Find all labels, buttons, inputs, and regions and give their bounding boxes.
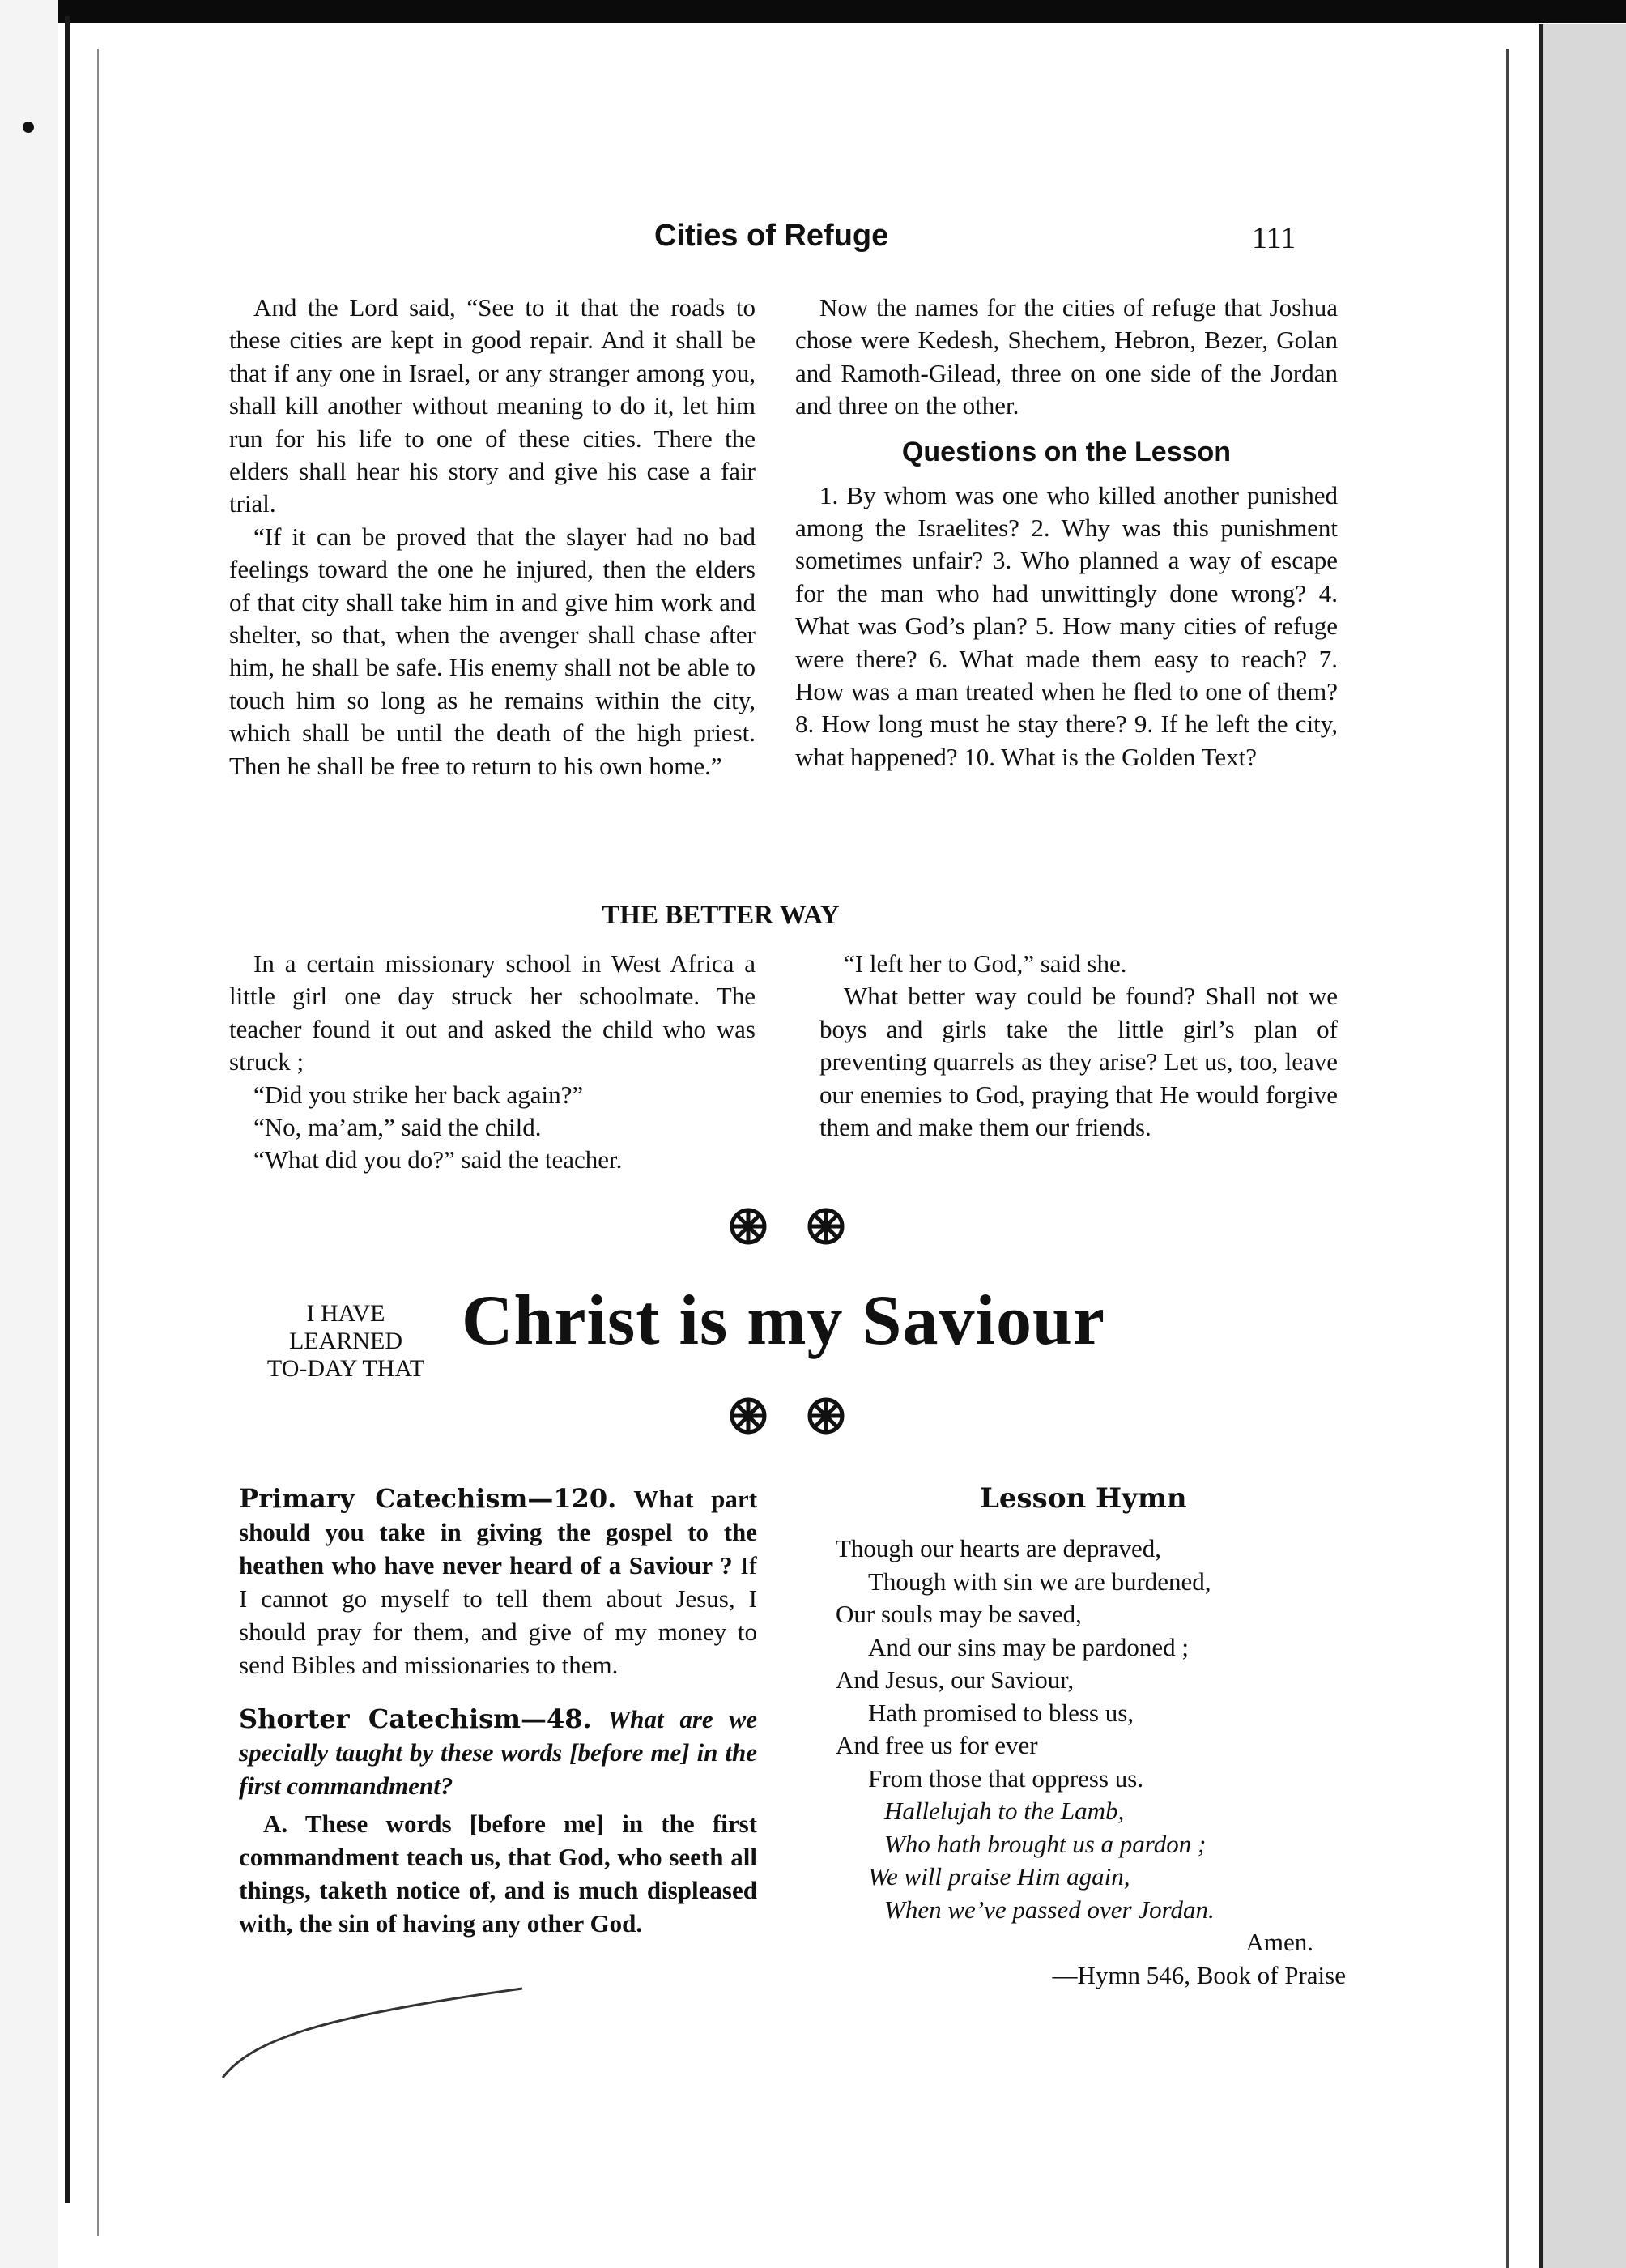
better-way-left-column: [229, 948, 756, 1177]
better-way-paragraph: What better way could be found? Shall not we boys and girls take the little girl’s plan of preventing quarrels as they arise? Let us, too, leave our enemies to God, praying that He would forgive them and make them our friends.: [819, 982, 1338, 1142]
learned-line-1: I HAVE LEARNED: [289, 1300, 402, 1354]
binding-rule-thin: [97, 49, 99, 2236]
better-way-right-column: [819, 948, 1338, 1144]
scan-top-border: [0, 0, 1626, 23]
story-right-column: [795, 292, 1338, 774]
learned-label: [253, 1300, 439, 1383]
better-way-paragraph: “I left her to God,” said she.: [844, 949, 1127, 978]
hymn-line: And our sins may be pardoned ;: [868, 1632, 1190, 1661]
binding-rule: [65, 16, 70, 2203]
hymn-line: Our souls may be saved,: [836, 1600, 1082, 1628]
shorter-catechism-answer: A. These words [before me] in the first commandment teach us, that God, who seeth all things, taketh notice of, and is much displeased with, the sin of having any other God.: [239, 1810, 757, 1938]
asterism-ornament-icon: [807, 1396, 845, 1435]
hymn-refrain-line: Hallelujah to the Lamb,: [884, 1797, 1125, 1825]
shorter-catechism-question: What are we specially taught by these words [before me] in the first commandment?: [239, 1705, 757, 1800]
hymn-source: —Hymn 546, Book of Praise: [1052, 1960, 1346, 1989]
hymn-line: And Jesus, our Saviour,: [836, 1665, 1075, 1694]
hymn-line: Though our hearts are depraved,: [836, 1534, 1161, 1562]
better-way-heading: THE BETTER WAY: [602, 901, 840, 930]
cities-paragraph: Now the names for the cities of refuge that Joshua chose were Kedesh, Shechem, Hebron, Bezer, Golan and Ramoth-Gilead, three on one side of the Jordan and three on the other.: [795, 293, 1338, 420]
story-left-column: [229, 292, 756, 782]
primary-catechism-answer: If I cannot go myself to tell them about Jesus, I should pray for them, and give of my money to send Bibles and missionaries to them.: [239, 1551, 757, 1679]
catechism-column: [239, 1482, 757, 1940]
hymn-title: Lesson Hymn: [980, 1482, 1187, 1515]
asterism-ornament-icon: [807, 1207, 845, 1246]
primary-catechism-title: Primary Catechism—120.: [239, 1483, 617, 1514]
better-way-paragraph: “No, ma’am,” said the child.: [253, 1113, 542, 1142]
hymn-refrain-line: Who hath brought us a pardon ;: [884, 1829, 1207, 1858]
learned-headline: Christ is my Saviour: [462, 1281, 1105, 1360]
questions-text: 1. By whom was one who killed another punished among the Israelites? 2. Why was this punishment sometimes unfair? 3. Who planned a way of escape for the man who had unwittingly done wrong? 4. What was God’s plan? 5. How many cities of refuge were there? 6. What made them easy to reach? 7. How was a man treated when he fled to one of them? 8. How long must he stay there? 9. If he left the city, what happened? 10. What is the Golden Text?: [795, 480, 1338, 771]
hymn-text: [836, 1533, 1346, 1992]
better-way-paragraph: “Did you strike her back again?”: [253, 1080, 584, 1109]
hymn-refrain-line: When we’ve passed over Jordan.: [884, 1895, 1215, 1924]
scan-left-margin: [0, 0, 58, 2268]
binding-dot: [23, 122, 34, 133]
questions-heading: Questions on the Lesson: [901, 436, 1232, 467]
running-head: [113, 219, 1328, 267]
running-head-title: Cities of Refuge: [654, 219, 889, 253]
better-way-paragraph: “What did you do?” said the teacher.: [253, 1145, 623, 1174]
better-way-paragraph: In a certain missionary school in West Africa a little girl one day struck her schoolmate. The teacher found it out and asked the child who was struck ;: [229, 949, 756, 1076]
asterism-ornament-icon: [729, 1396, 768, 1435]
hymn-refrain-line: We will praise Him again,: [868, 1862, 1130, 1891]
hymn-line: From those that oppress us.: [868, 1763, 1144, 1793]
next-page-edge: [1539, 24, 1626, 2268]
primary-catechism: [239, 1482, 757, 1682]
shorter-catechism: [239, 1703, 757, 1802]
page-edge-line: [1506, 49, 1509, 2268]
hymn-amen: Amen.: [1245, 1928, 1313, 1956]
hymn-line: Hath promised to bless us,: [868, 1698, 1134, 1727]
shorter-catechism-title: Shorter Catechism—48.: [239, 1703, 592, 1734]
asterism-ornament-icon: [729, 1207, 768, 1246]
learned-line-2: TO-DAY THAT: [266, 1355, 425, 1382]
story-paragraph: “If it can be proved that the slayer had no bad feelings toward the one he injured, then the elders of that city shall take him in and give him work and shelter, so that, when the avenger shall chase after him, he shall be safe. His enemy shall not be able to touch him so long as he remains within the city, which shall be until the death of the high priest. Then he shall be free to return to his own home.”: [229, 522, 756, 780]
hymn-line: And free us for ever: [836, 1731, 1038, 1759]
primary-catechism-question: What part should you take in giving the gospel to the heathen who have never heard of a Saviour ?: [239, 1485, 758, 1580]
page: [113, 49, 1506, 2236]
story-paragraph: And the Lord said, “See to it that the roads to these cities are kept in good repair. And it shall be that if any one in Israel, or any stranger among you, shall kill another without meaning to do it, let him run for his life to one of these cities. There the elders shall hear his story and give his case a fair trial.: [229, 293, 756, 518]
page-number: 111: [1252, 221, 1296, 255]
hymn-line: Though with sin we are burdened,: [868, 1567, 1211, 1596]
